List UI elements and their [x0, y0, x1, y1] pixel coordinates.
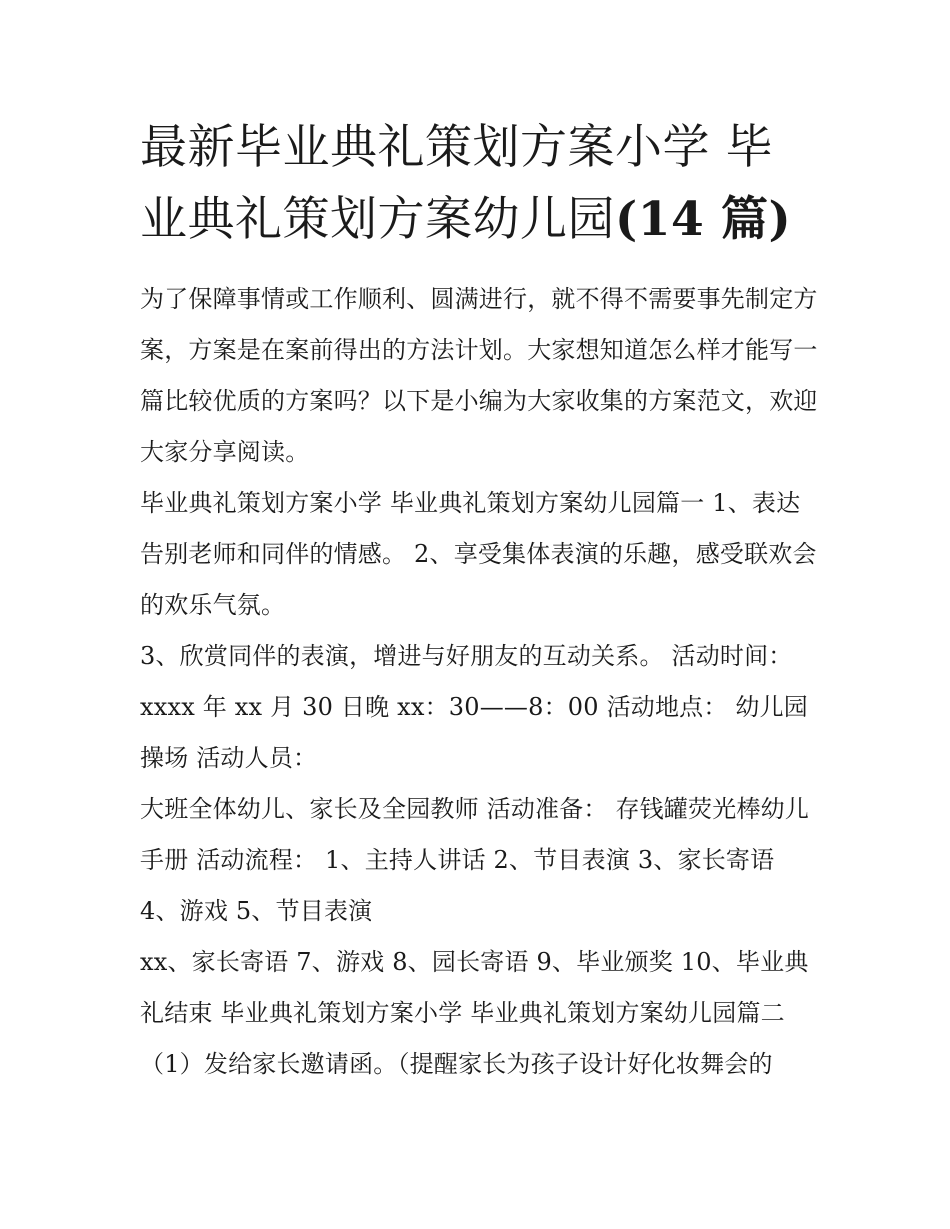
title-count: (14 篇) [615, 192, 792, 247]
document-title [140, 112, 820, 256]
paragraph-activity-flow: 大班全体幼儿、家长及全园教师 活动准备： 存钱罐荧光棒幼儿手册 活动流程： 1、主持人讲话 2、节目表演 3、家长寄语 4、游戏 5、节目表演 [140, 795, 810, 925]
paragraph-section-1: 毕业典礼策划方案小学 毕业典礼策划方案幼儿园篇一 1、表达告别老师和同伴的情感。 2、享受集体表演的乐趣，感受联欢会的欢乐气氛。 [140, 489, 817, 619]
paragraph-activity-info: 3、欣赏同伴的表演，增进与好朋友的互动关系。 活动时间： xxxx 年 xx 月 30 日晚 xx：30——8：00 活动地点： 幼儿园操场 活动人员： [140, 642, 808, 772]
document-page [140, 112, 820, 1090]
paragraph-section-2: xx、家长寄语 7、游戏 8、园长寄语 9、毕业颁奖 10、毕业典礼结束 毕业典礼策划方案小学 毕业典礼策划方案幼儿园篇二 （1）发给家长邀请函。（提醒家长为孩子设计好化妆舞会的 [140, 948, 809, 1078]
paragraph-intro: 为了保障事情或工作顺利、圆满进行，就不得不需要事先制定方案，方案是在案前得出的方法计划。大家想知道怎么样才能写一篇比较优质的方案吗？以下是小编为大家收集的方案范文，欢迎大家分享阅读。 [140, 285, 818, 466]
title-main: 最新毕业典礼策划方案小学 毕业典礼策划方案幼儿园 [140, 120, 773, 247]
